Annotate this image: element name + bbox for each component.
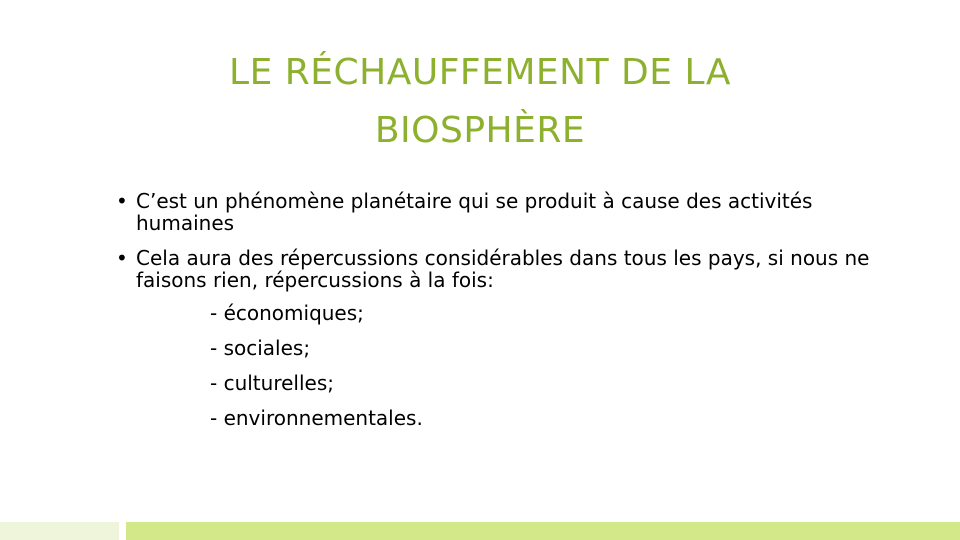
bullet-marker: • [116,189,128,213]
sub-item-economic: - économiques; [210,301,364,325]
slide-title-line-2: BIOSPHÈRE [374,110,586,151]
slide-title-line-1: LE RÉCHAUFFEMENT DE LA [229,52,731,93]
sub-item-cultural: - culturelles; [210,371,334,395]
slide-body [112,190,872,442]
bullet-marker: • [116,246,128,270]
sub-item-social: - sociales; [210,336,311,360]
bullet-text: C’est un phénomène planétaire qui se produit à cause des activités humaines [136,189,813,235]
bullet-item [112,247,872,291]
bullet-item [112,190,872,234]
footer-bar-light [0,522,119,540]
sub-list [112,302,872,429]
footer-bar-main [126,522,960,540]
bullet-text: Cela aura des répercussions considérables dans tous les pays, si nous ne faisons rien, répercussions à la fois: [136,246,870,292]
sub-item-environmental: - environnementales. [210,406,423,430]
slide-title [120,44,840,160]
